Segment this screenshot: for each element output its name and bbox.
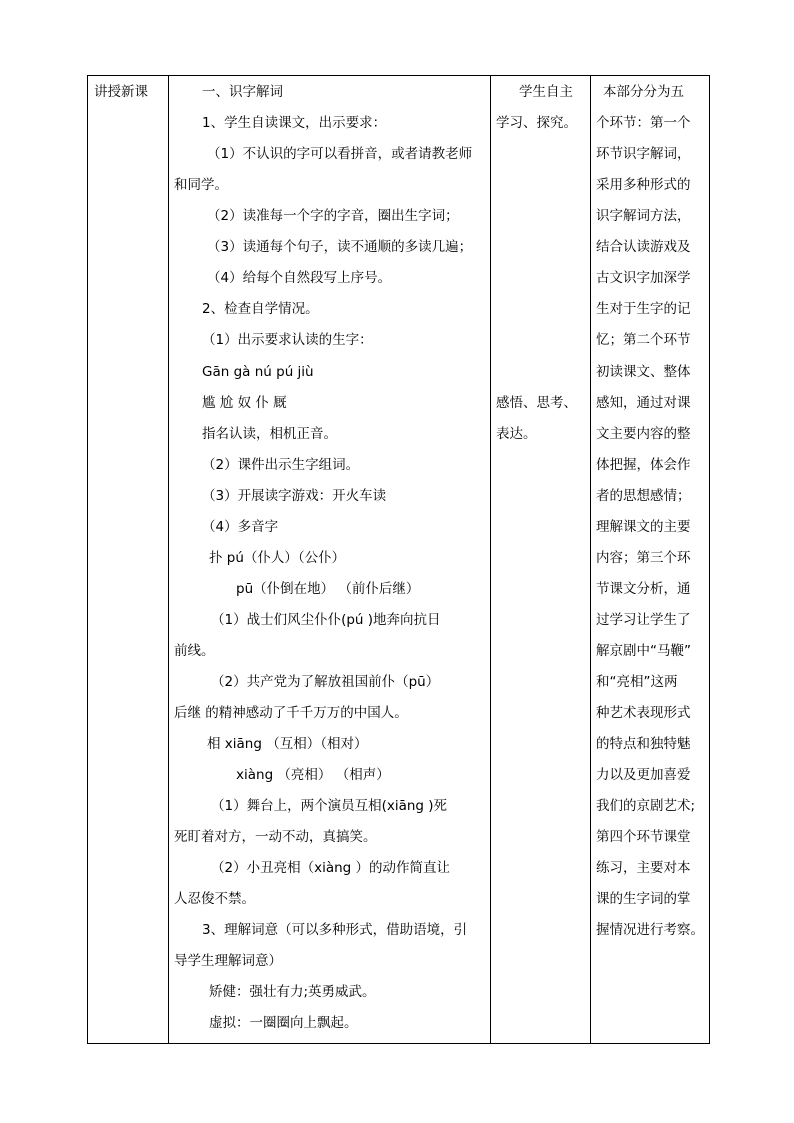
teaching-content [169,76,490,1043]
content-line: 前线。 [174,643,215,659]
design-line: 忆；第二个环节 [596,332,691,348]
design-line: 识字解词方法， [596,208,691,224]
content-line: 后继 的精神感动了千千万万的中国人。 [174,705,408,721]
design-line: 初读课文、整体 [596,364,691,380]
content-line: 一、识字解词 [202,84,283,100]
design-line: 理解课文的主要 [596,519,691,535]
design-line: 和“亮相”这两 [596,674,678,690]
content-line: Gān gà nú pú jiù [202,364,314,380]
content-line: （2）读准每一个字的字音，圈出生字词； [207,208,459,224]
design-line: 体把握，体会作 [596,457,691,473]
activity-line: 学习、探究。 [496,115,577,131]
activity-line: 学生自主 [519,84,573,100]
lesson-plan-table [87,75,710,1044]
design-cell [591,76,710,1044]
content-line: 死盯着对方，一动不动，真搞笑。 [174,829,377,845]
design-line: 的特点和独特魅 [596,736,691,752]
content-line: 扑 pú（仆人）（公仆） [209,550,346,566]
content-line: 人忍俊不禁。 [174,891,255,907]
design-line: 练习，主要对本 [596,860,691,876]
content-line: （1）舞台上，两个演员互相(xiāng )死 [211,798,448,814]
content-line: （2）小丑亮相（xiàng ）的动作简直让 [211,860,451,876]
content-line: （1）战士们风尘仆仆(pú )地奔向抗日 [211,612,441,628]
content-line: pū（仆倒在地） （前仆后继） [236,581,420,597]
design-line: 课的生字词的掌 [596,891,691,907]
content-line: （1）出示要求认读的生字： [202,332,373,348]
content-line: 尴 尬 奴 仆 厩 [202,395,287,411]
content-line: 虚拟：一圈圈向上飘起。 [209,1015,358,1031]
design-line: 个环节：第一个 [596,115,691,131]
design-line: 采用多种形式的 [596,177,691,193]
design-line: 者的思想感情； [596,488,691,504]
design-line: 古文识字加深学 [596,270,691,286]
content-line: （1）不认识的字可以看拼音，或者请教老师 [207,146,473,162]
content-line: （4）给每个自然段写上序号。 [207,270,392,286]
design-line: 节课文分析，通 [596,581,691,597]
content-line: 导学生理解词意） [174,953,282,969]
content-line: （3）读通每个句子，读不通顺的多读几遍； [207,239,473,255]
stage-cell [88,76,169,1044]
table-row [88,76,710,1044]
content-line: 矫健：强壮有力;英勇威武。 [209,984,376,1000]
content-line: 相 xiāng （互相）（相对） [207,736,368,752]
design-line: 结合认读游戏及 [596,239,691,255]
design-line: 本部分分为五 [603,84,684,100]
content-line: （2）共产党为了解放祖国前仆（pū） [211,674,440,690]
content-line: 2、检查自学情况。 [202,301,319,317]
design-line: 过学习让学生了 [596,612,691,628]
design-line: 我们的京剧艺术; [596,798,696,814]
design-line: 解京剧中“马鞭” [596,643,691,659]
design-line: 文主要内容的整 [596,426,691,442]
design-line: 第四个环节课堂 [596,829,691,845]
design-line: 生对于生字的记 [596,301,691,317]
activity-cell [491,76,591,1044]
design-intent [591,76,709,1043]
content-line: （4）多音字 [202,519,279,535]
design-line: 感知，通过对课 [596,395,691,411]
design-line: 内容；第三个环 [596,550,691,566]
content-line: （2）课件出示生字组词。 [202,457,360,473]
student-activity [491,76,590,1043]
design-line: 力以及更加喜爱 [596,767,691,783]
content-line: （3）开展读字游戏：开火车读 [202,488,387,504]
design-line: 种艺术表现形式 [596,705,691,721]
design-line: 握情况进行考察。 [596,922,704,938]
content-line: 3、理解词意（可以多种形式，借助语境，引 [202,922,468,938]
content-line: xiàng （亮相） （相声） [236,767,390,783]
content-line: 和同学。 [174,177,228,193]
content-line: 指名认读，相机正音。 [202,426,337,442]
stage-label: 讲授新课 [94,84,148,100]
design-line: 环节识字解词， [596,146,691,162]
content-line: 1、学生自读课文，出示要求： [202,115,387,131]
activity-line: 表达。 [496,426,537,442]
activity-line: 感悟、思考、 [496,395,577,411]
content-cell [169,76,491,1044]
